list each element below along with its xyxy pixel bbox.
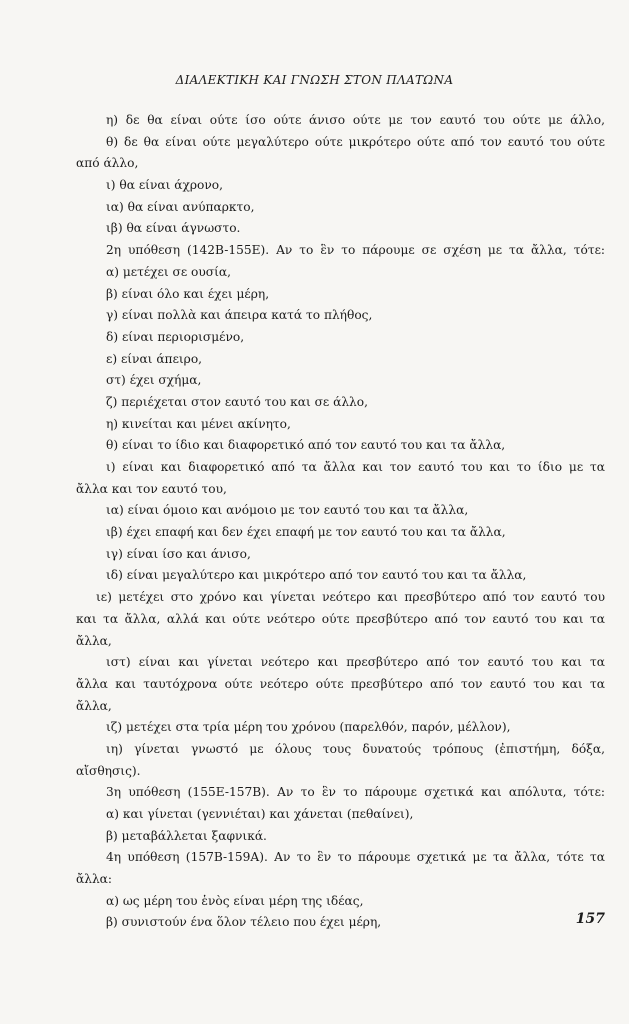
text-line: ἄλλα:	[76, 872, 113, 887]
text-line: ια) είναι όμοιο και ανόμοιο με τον εαυτό του και τα ἄλλα,	[106, 503, 469, 518]
text-line: ια) θα είναι ανύπαρκτο,	[106, 199, 255, 214]
text-line: στ) έχει σχήμα,	[106, 373, 202, 388]
text-line: η) δε θα είναι ούτε ίσο ούτε άνισο ούτε με τον εαυτό του ούτε με άλλο,	[106, 113, 605, 127]
text-line: α) και γίνεται (γεννιέται) και χάνεται (πεθαίνει),	[106, 807, 414, 821]
text-line: αἴσθησις).	[76, 763, 141, 778]
text-line: γ) είναι πολλὰ και άπειρα κατά το πλήθος,	[106, 308, 373, 323]
text-line: β) μεταβάλλεται ξαφνικά.	[106, 828, 267, 843]
text-line: θ) δε θα είναι ούτε μεγαλύτερο ούτε μικρότερο ούτε από τον εαυτό του ούτε	[106, 134, 605, 149]
text-line: ζ) περιέχεται στον εαυτό του και σε άλλο,	[106, 394, 368, 409]
text-line: ἄλλα,	[76, 633, 112, 648]
text-line: η) κινείται και μένει ακίνητο,	[106, 416, 291, 431]
text-line: ιβ) θα είναι άγνωστο.	[106, 221, 241, 236]
text-line: ιστ) είναι και γίνεται νεότερο και πρεσβύτερο από τον εαυτό του και τα	[106, 655, 605, 670]
text-line: ιζ) μετέχει στα τρία μέρη του χρόνου (παρελθόν, παρόν, μέλλον),	[106, 720, 511, 735]
text-line: 4η υπόθεση (157B-159A). Αν το ἓν το πάρουμε σχετικά με τα ἄλλα, τότε τα	[106, 850, 605, 865]
text-line: ιη) γίνεται γνωστό με όλους τους δυνατούς τρόπους (ἐπιστήμη, δόξα,	[106, 741, 605, 756]
text-line: ἄλλα και τον εαυτό του,	[76, 481, 227, 496]
text-line: θ) είναι το ίδιο και διαφορετικό από τον εαυτό του και τα ἄλλα,	[106, 438, 506, 453]
text-line: ιγ) είναι ίσο και άνισο,	[106, 546, 251, 561]
text-line: και τα ἄλλα, αλλά και ούτε νεότερο ούτε πρεσβύτερο από τον εαυτό του και τα	[76, 611, 605, 626]
text-line: α) ως μέρη του ἑνὸς είναι μέρη της ιδέας,	[106, 893, 364, 908]
text-line: 3η υπόθεση (155E-157B). Αν το ἓν το πάρουμε σχετικά και απόλυτα, τότε:	[106, 785, 605, 800]
text-line: από άλλο,	[76, 156, 139, 171]
text-line: β) συνιστούν ένα ὅλον τέλειο που έχει μέρη,	[106, 915, 382, 930]
text-line: ιβ) έχει επαφή και δεν έχει επαφή με τον εαυτό του και τα ἄλλα,	[106, 525, 506, 540]
text-line: ι) θα είναι άχρονο,	[106, 178, 223, 193]
page-body	[76, 110, 605, 934]
running-header: ΔΙΑΛΕΚΤΙΚΗ ΚΑΙ ΓΝΩΣΗ ΣΤΟΝ ΠΛΑΤΩΝΑ	[175, 73, 454, 87]
text-line: ἄλλα και ταυτόχρονα ούτε νεότερο ούτε πρεσβύτερο από τον εαυτό του και τα	[76, 676, 605, 691]
page-number: 157	[575, 911, 605, 927]
text-line: ἄλλα,	[76, 698, 112, 713]
text-line: ε) είναι άπειρο,	[106, 351, 203, 366]
text-line: 2η υπόθεση (142B-155E). Αν το ἓν το πάρουμε σε σχέση με τα ἄλλα, τότε:	[106, 243, 605, 258]
text-line: ιε) μετέχει στο χρόνο και γίνεται νεότερο και πρεσβύτερο από τον εαυτό του	[96, 590, 605, 605]
text-line: α) μετέχει σε ουσία,	[106, 264, 231, 279]
text-line: ι) είναι και διαφορετικό από τα ἄλλα και τον εαυτό του και το ίδιο με τα	[106, 460, 605, 474]
text-line: β) είναι όλο και έχει μέρη,	[106, 286, 270, 301]
text-line: ιδ) είναι μεγαλύτερο και μικρότερο από τον εαυτό του και τα ἄλλα,	[106, 568, 527, 583]
text-line: δ) είναι περιορισμένο,	[106, 329, 245, 344]
